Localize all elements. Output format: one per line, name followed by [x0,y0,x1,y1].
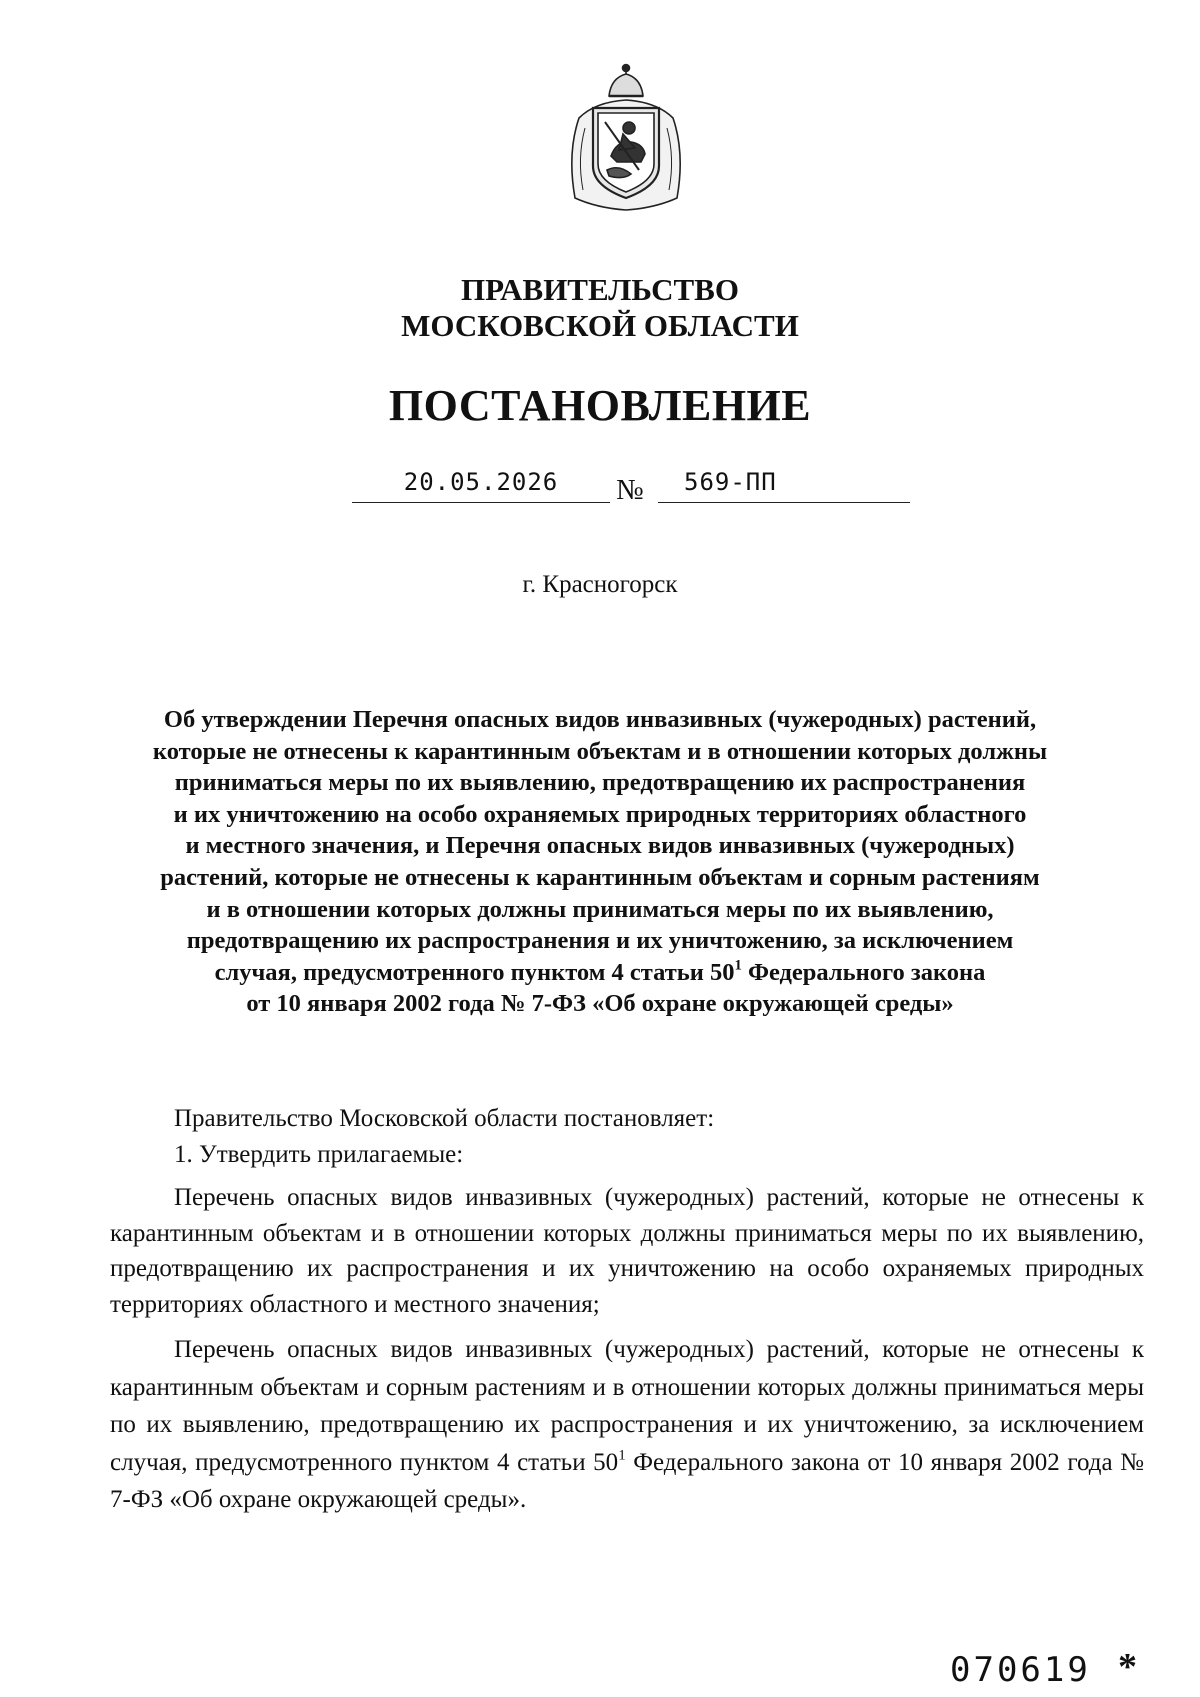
title-line: растений, которые не отнесены к карантинным объектам и сорным растениям [160,863,1040,891]
date-underline [352,502,610,503]
title-line: и местного значения, и Перечня опасных видов инвазивных (чужеродных) [185,832,1015,860]
form-serial-number: 070619 [950,1650,1091,1690]
title-superscript: 1 [734,957,742,974]
title-line: от 10 января 2002 года № 7-ФЗ «Об охране окружающей среды» [246,990,954,1018]
registration-date: 20.05.2026 [403,468,559,496]
item-1-paragraph: 1. Утвердить прилагаемые: [174,1141,464,1168]
title-line: и их уничтожению на особо охраняемых природных территориях областного [173,800,1027,828]
title-line [100,957,1100,989]
list-item-2-paragraph [110,1331,1144,1519]
document-title [100,704,1100,1020]
paragraph-text: Федерального закона от 10 января 2002 года № 7-ФЗ «Об охране окружающей среды». [110,1448,1145,1513]
title-line-text: Федерального закона [741,958,986,986]
number-underline [658,502,910,503]
registration-number: 569-ПП [684,468,777,496]
government-name-line1: ПРАВИТЕЛЬСТВО [461,272,739,307]
coat-of-arms-emblem [557,58,695,218]
city-name: г. Красногорск [522,571,678,598]
government-name-line2: МОСКОВСКОЙ ОБЛАСТИ [401,308,799,343]
document-type-heading: ПОСТАНОВЛЕНИЕ [388,381,812,430]
title-line: и в отношении которых должны приниматься меры по их выявлению, [206,895,994,923]
title-line-text: случая, предусмотренного пунктом 4 статьи 50 [214,958,735,986]
preamble-paragraph: Правительство Московской области постановляет: [174,1105,715,1132]
title-line: приниматься меры по их выявлению, предотвращению их распространения [174,769,1026,797]
paragraph-text: Перечень опасных видов инвазивных (чужеродных) растений, которые не отнесены к карантинным объектам и сорным растениям и в отношении которых должны приниматься меры по их выявлению, предотвращению их распространения и их уничтожению, за исключением случая, предусмотренного пунктом 4 статьи 50 [110,1336,1144,1476]
title-line: которые не отнесены к карантинным объектам и в отношении которых должны [152,737,1048,765]
title-line: предотвращению их распространения и их уничтожению, за исключением [186,927,1014,955]
asterisk-mark: * [1118,1646,1137,1688]
number-sign: № [616,474,644,506]
title-line: Об утверждении Перечня опасных видов инвазивных (чужеродных) растений, [163,706,1037,733]
paragraph-superscript: 1 [618,1447,626,1463]
list-item-1-paragraph: Перечень опасных видов инвазивных (чужеродных) растений, которые не отнесены к карантинным объектам и в отношении которых должны приниматься меры по их выявлению, предотвращению их распространения и их уничтожению на особо охраняемых природных территориях областного и местного значения; [110,1184,1144,1318]
